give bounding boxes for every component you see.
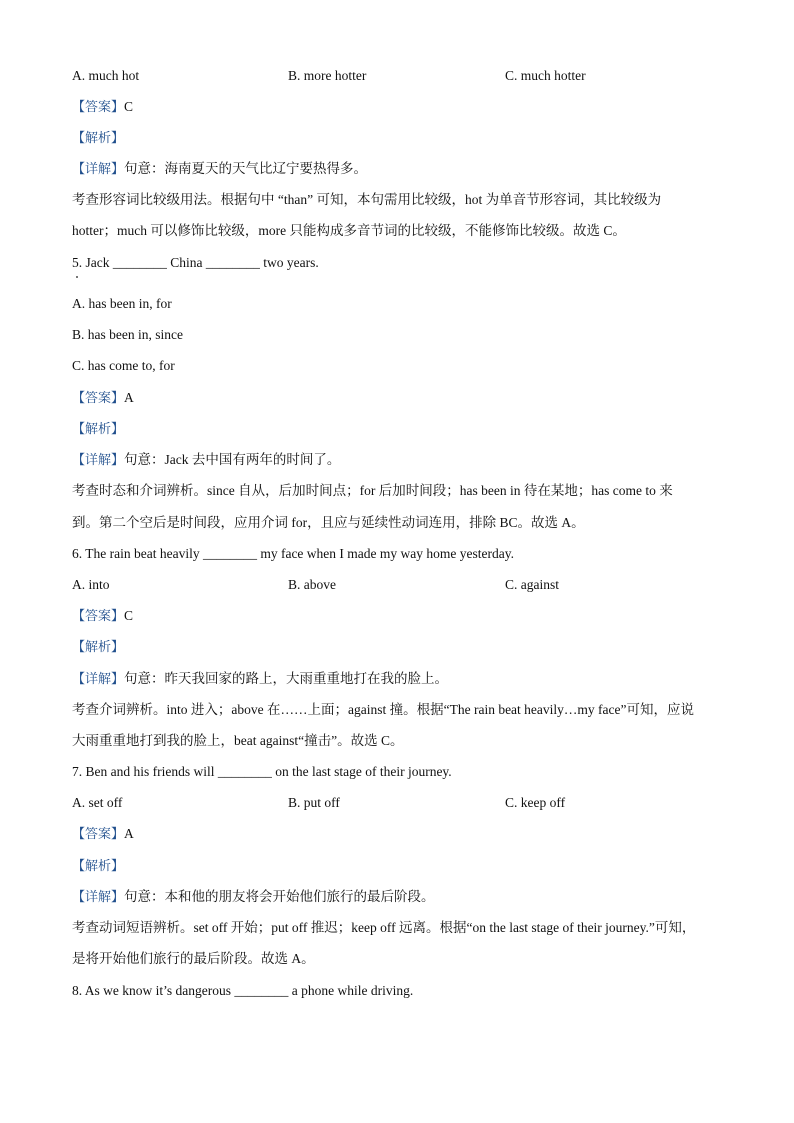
answer-tag: 【答案】	[72, 609, 125, 624]
q4-answer	[72, 98, 133, 117]
detail-text: 句意：昨天我回家的路上，大雨重重地打在我的脸上。	[124, 671, 449, 686]
analysis-tag: 【解析】	[72, 131, 125, 146]
q6-answer	[72, 607, 133, 626]
q7-detail	[72, 888, 435, 907]
q4-option-c: C. much hotter	[505, 68, 586, 83]
q6-option-c: C. against	[505, 577, 559, 592]
answer-value: A	[124, 826, 134, 841]
answer-value: A	[124, 390, 134, 405]
q6-explanation-line-1: 考查介词辨析。into 进入；above 在……上面；against 撞。根据“The rain beat heavily…my face”可知，应说	[72, 702, 695, 717]
q7-analysis-heading	[72, 857, 124, 876]
q5-option-c: C. has come to, for	[72, 358, 175, 373]
q7-explanation-line-1: 考查动词短语辨析。set off 开始；put off 推迟；keep off 远离。根据“on the last stage of their journey.”可知，	[72, 920, 696, 935]
q7-answer	[72, 825, 134, 844]
answer-tag: 【答案】	[72, 100, 125, 115]
detail-tag: 【详解】	[72, 890, 125, 905]
detail-text: 句意：Jack 去中国有两年的时间了。	[124, 452, 341, 467]
q5-question: 5. Jack ________ China ________ two years.	[72, 255, 319, 270]
q5-option-b: B. has been in, since	[72, 327, 183, 342]
stray-mark	[76, 276, 78, 278]
q7-option-b: B. put off	[288, 795, 340, 810]
q7-question: 7. Ben and his friends will ________ on the last stage of their journey.	[72, 764, 452, 779]
q6-detail	[72, 670, 448, 689]
q6-option-a: A. into	[72, 577, 110, 592]
q4-option-b: B. more hotter	[288, 68, 367, 83]
analysis-tag: 【解析】	[72, 859, 125, 874]
q5-analysis-heading	[72, 420, 124, 439]
q8-question: 8. As we know it’s dangerous ________ a phone while driving.	[72, 983, 414, 998]
detail-tag: 【详解】	[72, 162, 125, 177]
q5-explanation-line-1: 考查时态和介词辨析。since 自从，后加时间点；for 后加时间段；has been in 待在某地；has come to 来	[72, 483, 673, 498]
q6-explanation-line-2: 大雨重重地打到我的脸上，beat against“撞击”。故选 C。	[72, 733, 404, 748]
q6-question: 6. The rain beat heavily ________ my face when I made my way home yesterday.	[72, 546, 514, 561]
q5-answer	[72, 389, 134, 408]
q4-analysis-heading	[72, 129, 124, 148]
analysis-tag: 【解析】	[72, 422, 125, 437]
q6-analysis-heading	[72, 638, 124, 657]
answer-value: C	[124, 608, 134, 623]
q4-explanation-line-2: hotter；much 可以修饰比较级，more 只能构成多音节词的比较级，不能修饰比较级。故选 C。	[72, 223, 626, 238]
analysis-tag: 【解析】	[72, 640, 125, 655]
q7-option-c: C. keep off	[505, 795, 566, 810]
answer-tag: 【答案】	[72, 827, 125, 842]
answer-value: C	[124, 99, 134, 114]
answer-tag: 【答案】	[72, 391, 125, 406]
q6-option-b: B. above	[288, 577, 336, 592]
detail-text: 句意：海南夏天的天气比辽宁要热得多。	[124, 161, 368, 176]
q4-detail	[72, 160, 367, 179]
detail-tag: 【详解】	[72, 672, 125, 687]
q4-explanation-line-1: 考查形容词比较级用法。根据句中 “than” 可知，本句需用比较级，hot 为单音节形容词，其比较级为	[72, 192, 662, 207]
q5-explanation-line-2: 到。第二个空后是时间段，应用介词 for，且应与延续性动词连用，排除 BC。故选 A。	[72, 515, 585, 530]
q7-option-a: A. set off	[72, 795, 123, 810]
detail-text: 句意：本和他的朋友将会开始他们旅行的最后阶段。	[124, 889, 435, 904]
q7-explanation-line-2: 是将开始他们旅行的最后阶段。故选 A。	[72, 951, 315, 966]
q4-option-a: A. much hot	[72, 68, 140, 83]
detail-tag: 【详解】	[72, 453, 125, 468]
q5-option-a: A. has been in, for	[72, 296, 172, 311]
q5-detail	[72, 451, 340, 470]
